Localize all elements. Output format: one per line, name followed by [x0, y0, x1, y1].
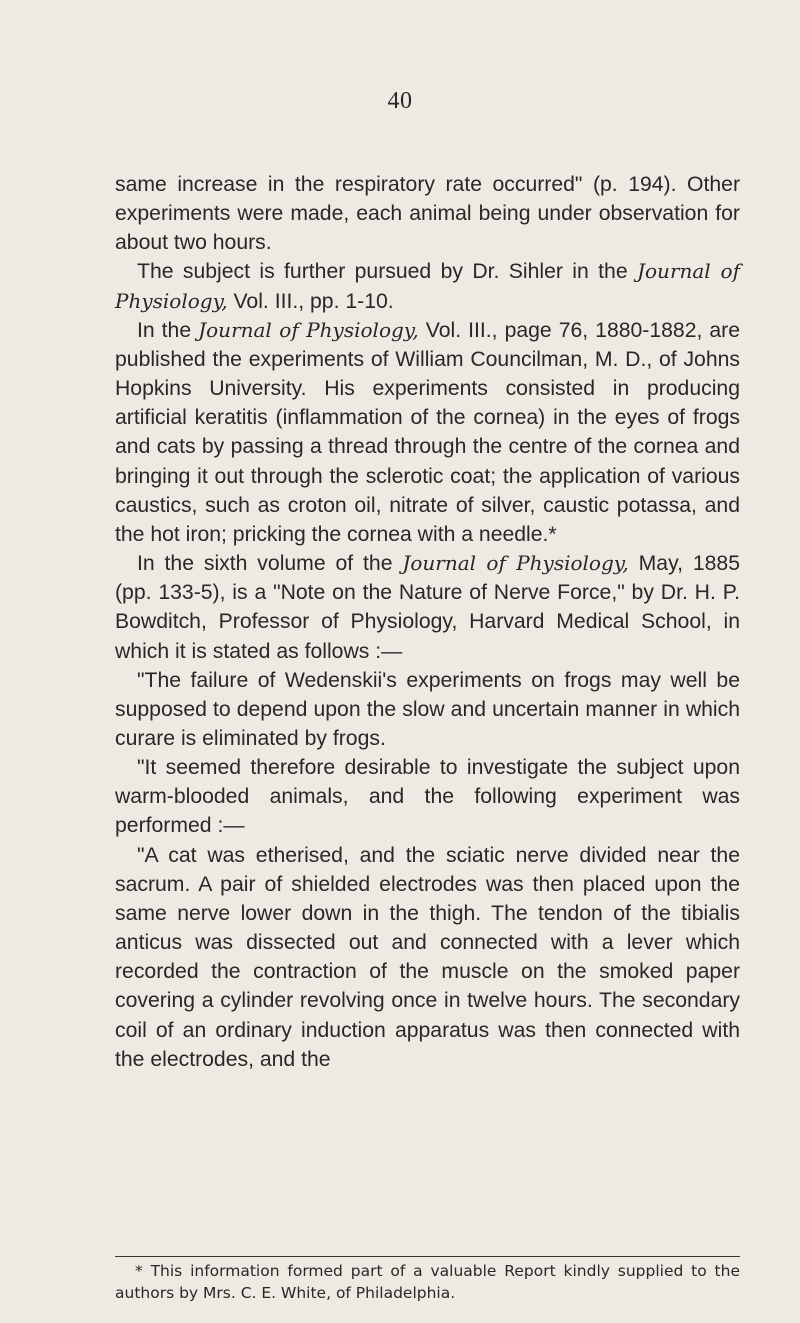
journal-title: Journal of Physiology,: [402, 551, 629, 576]
footnote-divider: [115, 1256, 740, 1257]
paragraph-quote-warm-blooded: "It seemed therefore desirable to investigate the subject upon warm-blooded animals, and the following experiment was performed :—: [115, 756, 740, 838]
paragraph-councilman: [115, 316, 740, 549]
paragraph-text: Vol. III., pp. 1-10.: [227, 289, 394, 313]
body-text: [115, 170, 740, 1074]
paragraph-text: The subject is further pursued by Dr. Sihler in the: [137, 260, 637, 284]
paragraph-text: Vol. III., page 76, 1880-1882, are published the experiments of William Councilman, M. D., of Johns Hopkins University. His experiments consisted in producing artificial keratitis (inflammation of the cornea) in the eyes of frogs and cats by passing a thread through the centre of the cornea and bringing it out through the sclerotic coat; the application of various caustics, such as croton oil, nitrate of silver, caustic potassa, and the hot iron; pricking the cornea with a needle.*: [115, 318, 740, 546]
paragraph-quote-wedenskii: "The failure of Wedenskii's experiments on frogs may well be supposed to depend upon the slow and uncertain manner in which curare is eliminated by frogs.: [115, 668, 740, 750]
paragraph-quote-cat-experiment: "A cat was etherised, and the sciatic nerve divided near the sacrum. A pair of shielded electrodes was then placed upon the same nerve lower down in the thigh. The tendon of the tibialis anticus was dissected out and connected with a lever which recorded the contraction of the muscle on the smoked paper covering a cylinder revolving once in twelve hours. The secondary coil of an ordinary induction apparatus was then connected with the electrodes, and the: [115, 843, 740, 1071]
footnote-text: * This information formed part of a valuable Report kindly supplied to the authors by Mrs. C. E. White, of Philadelphia.: [115, 1262, 740, 1302]
paragraph-text: May, 1885 (pp. 133-5), is a "Note on the Nature of Nerve Force," by Dr. H. P. Bowditch, Professor of Physiology, Harvard Medical School, in which it is stated as follows :—: [115, 552, 741, 663]
footnote: [115, 1260, 740, 1304]
page-number: 40: [387, 88, 413, 114]
paragraph-continuation: same increase in the respiratory rate occurred" (p. 194). Other experiments were made, each animal being under observation for about two hours.: [115, 173, 740, 255]
paragraph-text: In the sixth volume of the: [137, 552, 403, 576]
paragraph-bowditch: [115, 549, 740, 666]
paragraph-text: In the: [137, 318, 199, 342]
paragraph-sihler: [115, 257, 740, 315]
journal-title: Journal of Physiology,: [198, 317, 419, 342]
journal-title: Journal of Physiology,: [115, 259, 740, 313]
